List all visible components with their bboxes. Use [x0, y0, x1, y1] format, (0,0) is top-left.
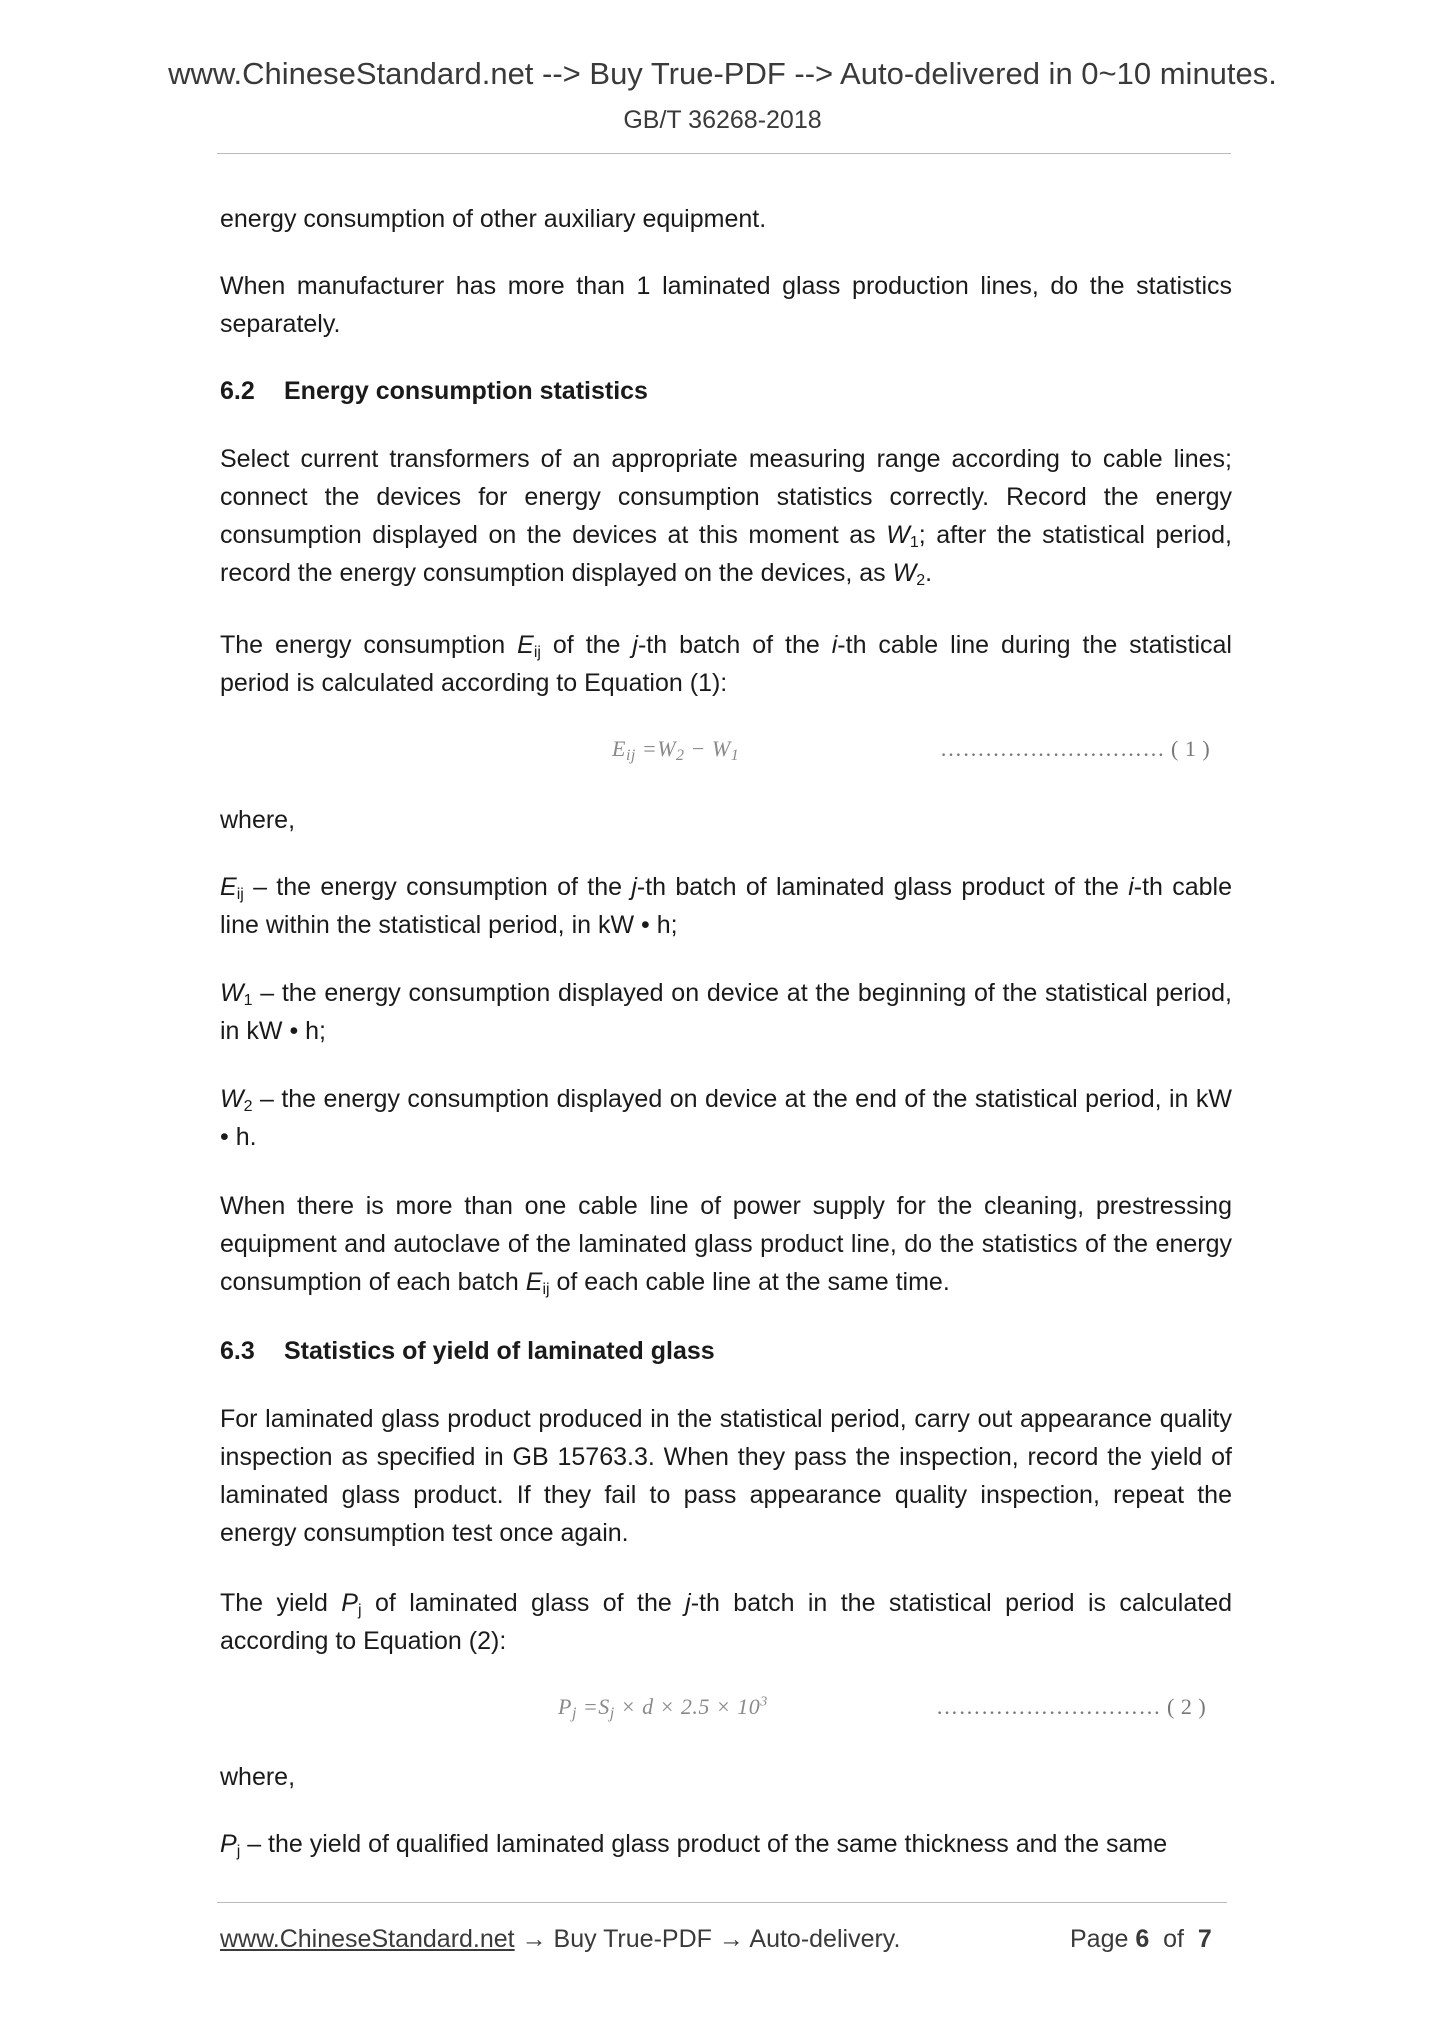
footer-text	[220, 1925, 900, 1954]
footer-link[interactable]: www.ChineseStandard.net	[220, 1925, 515, 1953]
section-heading-6-2	[220, 372, 648, 410]
paragraph-multi-cable: When there is more than one cable line of power supply for the cleaning, prestressing equipment and autoclave of the laminated glass product line, do the statistics of the energy consumption of each batch $E_{ij}$ of each cable line at the same time.	[220, 1192, 1232, 1298]
section-number: 6.3	[220, 1337, 255, 1365]
equation-1: $E_{ij} =W_2 - W_1$	[612, 736, 740, 764]
page-total: 7	[1197, 1925, 1212, 1953]
paragraph-equation2-intro: The yield $P_j$ of laminated glass of the j-th batch in the statistical period is calculated according to Equation (2):	[220, 1589, 1233, 1655]
section-title: Statistics of yield of laminated glass	[284, 1337, 715, 1365]
paragraph-select-transformers: Select current transformers of an appropriate measuring range according to cable lines; connect the devices for energy consumption statistics correctly. Record the energy consumption displayed on the devices at this moment as $W_1$; after the statistical period, record the energy consumption displayed on the devices, as $W_2$.	[220, 445, 1232, 589]
section-number: 6.2	[220, 377, 255, 405]
standard-code: GB/T 36268-2018	[623, 106, 822, 134]
definition-pj: $P_j$ – the yield of qualified laminated glass product of the same thickness and the same	[220, 1830, 1168, 1860]
paragraph-multi-lines: When manufacturer has more than 1 laminated glass production lines, do the statistics separately.	[220, 272, 1232, 338]
equation-1-number: ………………………… ( 1 )	[940, 736, 1211, 761]
paragraph-equation1-intro: The energy consumption $E_{ij}$ of the j-th batch of the i-th cable line during the statistical period is calculated according to Equation (1):	[220, 631, 1232, 697]
definition-w1: $W_1$ – the energy consumption displayed on device at the beginning of the statistical period, in kW • h;	[220, 979, 1232, 1045]
definition-eij: $E_{ij}$ – the energy consumption of the j-th batch of laminated glass product of the i-th cable line within the statistical period, in kW • h;	[220, 873, 1233, 939]
where-label-2: where,	[220, 1763, 296, 1791]
section-heading-6-3	[220, 1332, 715, 1370]
header-banner: www.ChineseStandard.net --> Buy True-PDF --> Auto-delivered in 0~10 minutes.	[168, 56, 1277, 91]
definition-w2: $W_2$ – the energy consumption displayed on device at the end of the statistical period, in kW • h.	[220, 1085, 1232, 1151]
header-divider	[217, 153, 1231, 154]
footer-divider	[217, 1902, 1227, 1903]
section-title: Energy consumption statistics	[284, 377, 648, 405]
page-indicator: Page 6 of 7	[1070, 1925, 1212, 1953]
equation-2: $P_j =S_j \times d \times 2.5 \times 10^3$	[558, 1694, 768, 1722]
where-label-1: where,	[220, 806, 296, 834]
footer-rest: → Buy True-PDF → Auto-delivery.	[514, 1925, 901, 1953]
page-current: 6	[1135, 1925, 1150, 1953]
paragraph-aux: energy consumption of other auxiliary equipment.	[220, 205, 767, 233]
paragraph-inspection: For laminated glass product produced in the statistical period, carry out appearance quality inspection as specified in GB 15763.3. When they pass the inspection, record the yield of laminated glass product. If they fail to pass appearance quality inspection, repeat the energy consumption test once again.	[220, 1405, 1232, 1547]
equation-2-number: ………………………… ( 2 )	[936, 1694, 1207, 1719]
